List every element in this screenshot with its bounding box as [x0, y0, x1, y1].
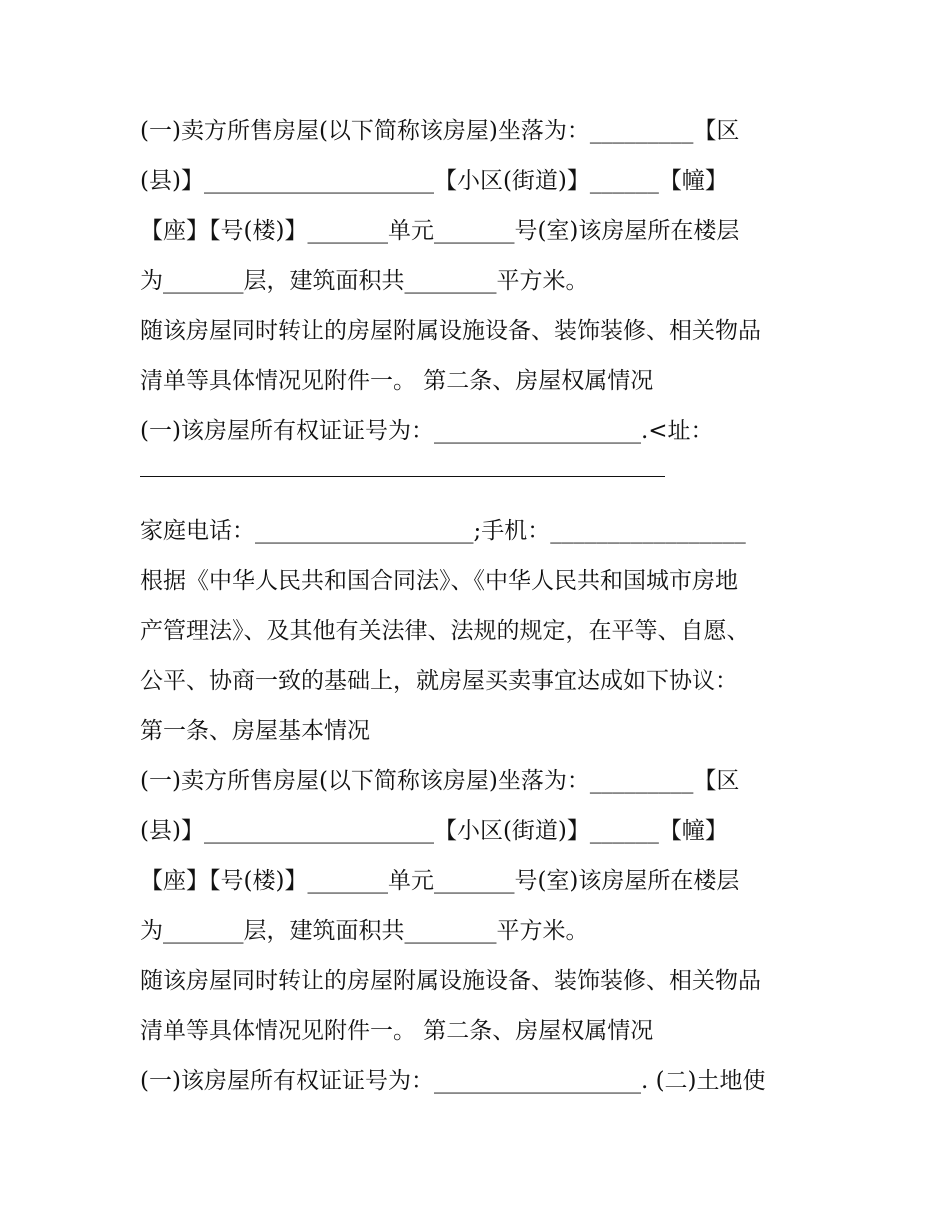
text-line: (一)卖方所售房屋(以下简称该房屋)坐落为：_________【区	[140, 118, 740, 144]
text-line: 为_______层，建筑面积共________平方米。	[140, 268, 589, 294]
text-line: 【座】【号(楼)】_______单元_______号(室)该房屋所在楼层	[140, 868, 740, 894]
address-blank-rule	[140, 476, 665, 477]
text-line: (县)】____________________【小区(街道)】______【幢】	[140, 818, 728, 844]
text-line: (一)卖方所售房屋(以下简称该房屋)坐落为：_________【区	[140, 768, 740, 794]
text-line: 公平、协商一致的基础上，就房屋买卖事宜达成如下协议：	[140, 668, 738, 694]
text-line: (县)】____________________【小区(街道)】______【幢】	[140, 168, 728, 194]
text-line: 家庭电话：___________________;手机：_________________	[140, 518, 746, 544]
text-line: (一)该房屋所有权证证号为：__________________. (二)土地使	[140, 1068, 766, 1094]
text-line: 根据《中华人民共和国合同法》、《中华人民共和国城市房地	[140, 568, 738, 594]
text-line: 为_______层，建筑面积共________平方米。	[140, 918, 589, 944]
text-line: (一)该房屋所有权证证号为：__________________.<址：	[140, 418, 714, 444]
text-line: 产管理法》、及其他有关法律、法规的规定，在平等、自愿、	[140, 618, 750, 644]
text-line: 【座】【号(楼)】_______单元_______号(室)该房屋所在楼层	[140, 218, 740, 244]
text-line: 清单等具体情况见附件一。 第二条、房屋权属情况	[140, 368, 654, 394]
text-line: 随该房屋同时转让的房屋附属设施设备、装饰装修、相关物品	[140, 968, 761, 994]
text-line: 随该房屋同时转让的房屋附属设施设备、装饰装修、相关物品	[140, 318, 761, 344]
section-heading: 第一条、房屋基本情况	[140, 718, 370, 744]
text-line: 清单等具体情况见附件一。 第二条、房屋权属情况	[140, 1018, 654, 1044]
document-page	[140, 106, 840, 1106]
